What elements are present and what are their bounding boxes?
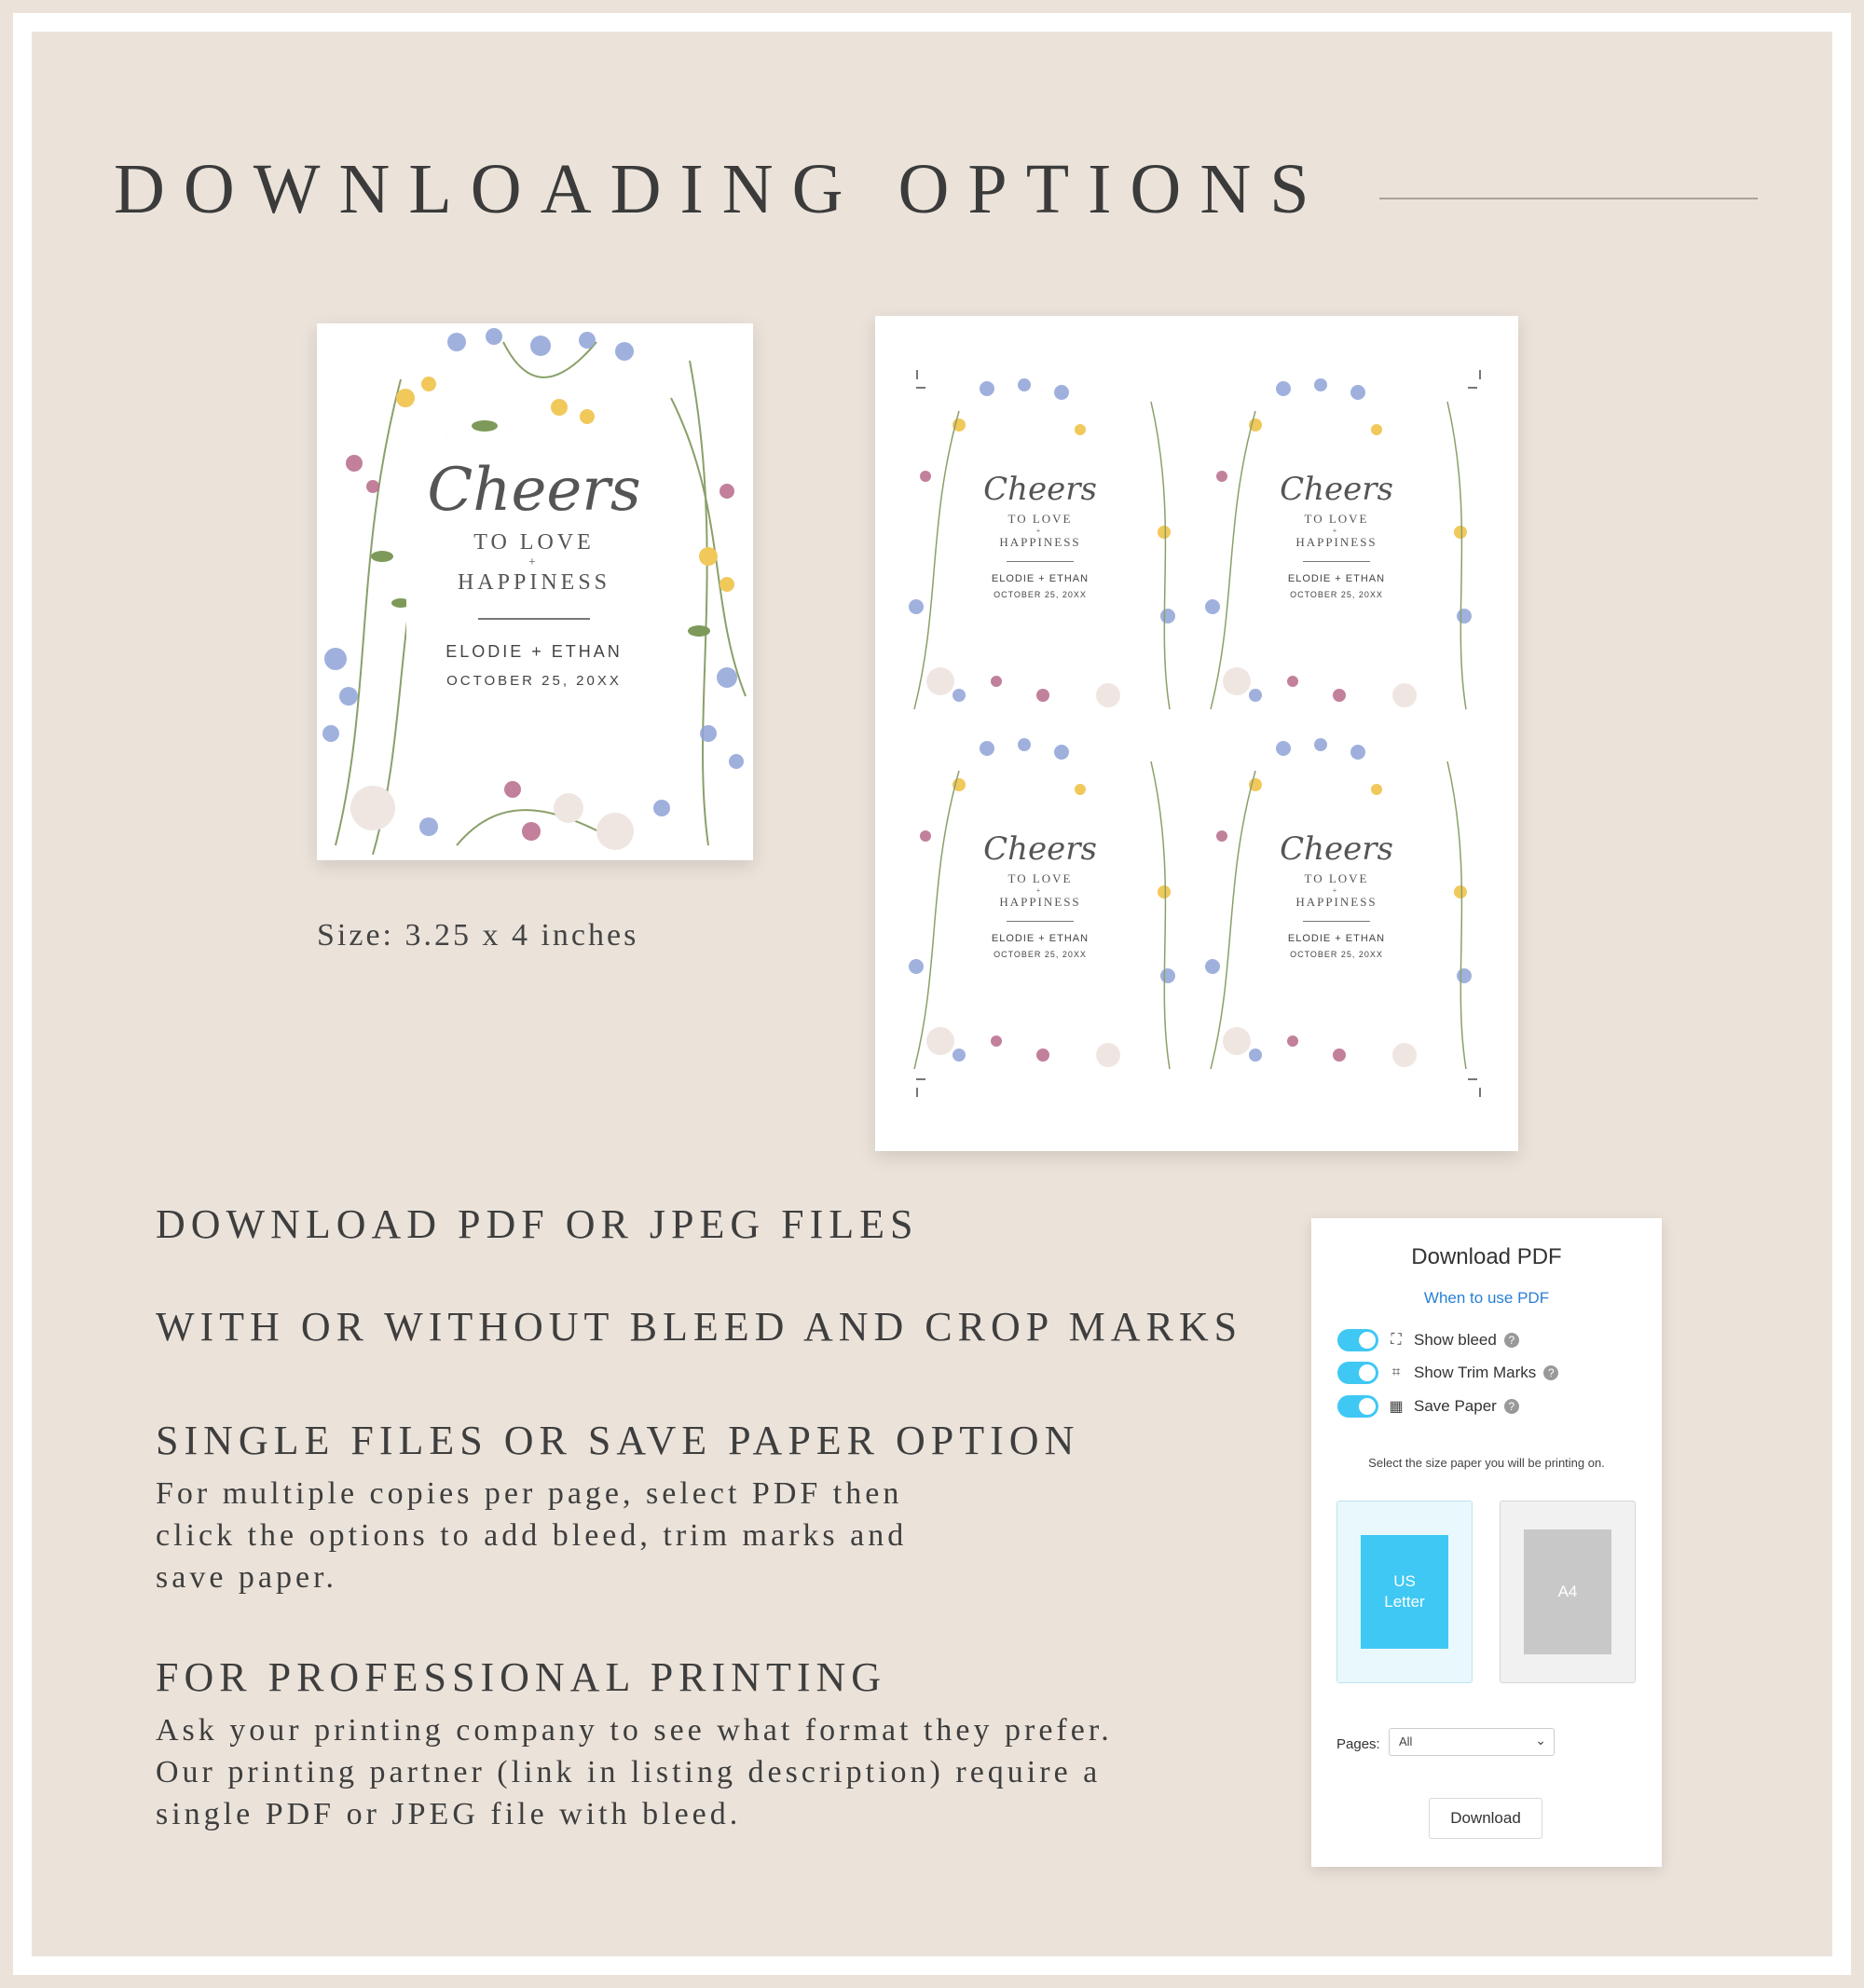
paper-option-a4[interactable]: [1500, 1501, 1636, 1683]
sheet-card: [1199, 374, 1477, 717]
pro-text: Ask your printing company to see what format they prefer. Our printing partner (link in listing description) require a single PDF or JPEG file with bleed.: [156, 1713, 1113, 1831]
us-letter-label: US Letter: [1361, 1535, 1448, 1649]
card-divider: [478, 618, 590, 620]
download-button[interactable]: Download: [1429, 1798, 1542, 1839]
card-happiness: HAPPINESS: [999, 535, 1081, 549]
grid-icon: ▦: [1389, 1399, 1404, 1415]
card-happiness: HAPPINESS: [457, 570, 611, 595]
paper-size-note: Select the size paper you will be printing on.: [1368, 1456, 1605, 1470]
option-show-trim-marks: [1337, 1361, 1558, 1385]
card-cheers: Cheers: [983, 830, 1097, 868]
paper-option-us-letter[interactable]: [1336, 1501, 1473, 1683]
show-trim-marks-label: Show Trim Marks: [1414, 1364, 1537, 1381]
save-paper-label: Save Paper: [1414, 1397, 1497, 1415]
panel-title: Download PDF: [1411, 1244, 1562, 1269]
crop-mark: [1468, 1078, 1477, 1080]
card-text-box: [970, 817, 1110, 1008]
a4-label: A4: [1524, 1529, 1611, 1654]
card-names: ELODIE + ETHAN: [1287, 573, 1386, 584]
chevron-down-icon: ⌄: [1535, 1733, 1546, 1748]
card-date: OCTOBER 25, 20XX: [994, 590, 1087, 599]
crop-mark: [916, 1088, 918, 1097]
card-date: OCTOBER 25, 20XX: [994, 950, 1087, 959]
card-happiness: HAPPINESS: [999, 895, 1081, 909]
size-label: Size: 3.25 x 4 inches: [317, 918, 639, 953]
save-paper-sheet-preview: [875, 316, 1518, 1151]
option-show-bleed: [1337, 1328, 1519, 1352]
pages-select[interactable]: [1389, 1728, 1555, 1756]
help-icon[interactable]: ?: [1504, 1333, 1519, 1348]
card-cheers: Cheers: [427, 456, 641, 525]
title-divider: [1379, 198, 1758, 199]
show-bleed-toggle[interactable]: [1337, 1329, 1378, 1351]
card-to-love: TO LOVE: [1007, 512, 1073, 526]
option-save-paper: [1337, 1394, 1519, 1419]
show-bleed-label: Show bleed: [1414, 1331, 1497, 1349]
single-heading: SINGLE FILES OR SAVE PAPER OPTION: [156, 1418, 1080, 1463]
bleed-heading: WITH OR WITHOUT BLEED AND CROP MARKS: [156, 1304, 1243, 1350]
card-date: OCTOBER 25, 20XX: [446, 673, 622, 689]
card-divider: [1303, 921, 1370, 922]
when-to-use-pdf-link[interactable]: When to use PDF: [1423, 1289, 1550, 1307]
card-plus: +: [1332, 527, 1341, 535]
card-happiness: HAPPINESS: [1295, 535, 1377, 549]
save-paper-toggle[interactable]: [1337, 1395, 1378, 1418]
card-cheers: Cheers: [1280, 471, 1393, 508]
card-divider: [1007, 921, 1074, 922]
show-trim-marks-toggle[interactable]: [1337, 1362, 1378, 1384]
single-text: For multiple copies per page, select PDF then click the options to add bleed, trim marks and save paper.: [156, 1476, 908, 1595]
page-title: DOWNLOADING OPTIONS: [114, 150, 1328, 228]
sheet-card: [903, 734, 1181, 1076]
card-date: OCTOBER 25, 20XX: [1290, 950, 1383, 959]
card-plus: +: [1332, 886, 1341, 895]
card-names: ELODIE + ETHAN: [445, 642, 623, 661]
card-names: ELODIE + ETHAN: [991, 573, 1090, 584]
card-divider: [1007, 561, 1074, 562]
card-to-love: TO LOVE: [1007, 871, 1073, 885]
card-plus: +: [528, 555, 540, 569]
help-icon[interactable]: ?: [1543, 1365, 1558, 1380]
card-names: ELODIE + ETHAN: [991, 933, 1090, 944]
card-text-box: [1267, 458, 1406, 649]
bleed-icon: ⛶: [1391, 1332, 1402, 1348]
crop-mark: [1479, 1088, 1481, 1097]
card-happiness: HAPPINESS: [1295, 895, 1377, 909]
card-date: OCTOBER 25, 20XX: [1290, 590, 1383, 599]
card-plus: +: [1035, 527, 1045, 535]
card-text-box: [1267, 817, 1406, 1008]
card-divider: [1303, 561, 1370, 562]
help-icon[interactable]: ?: [1504, 1399, 1519, 1414]
card-names: ELODIE + ETHAN: [1287, 933, 1386, 944]
card-to-love: TO LOVE: [1304, 871, 1369, 885]
card-text-box: [970, 458, 1110, 649]
crop-mark: [1479, 370, 1481, 379]
card-cheers: Cheers: [1280, 830, 1393, 868]
card-to-love: TO LOVE: [1304, 512, 1369, 526]
download-heading: DOWNLOAD PDF OR JPEG FILES: [156, 1201, 919, 1247]
card-to-love: TO LOVE: [473, 530, 595, 555]
pro-heading: FOR PROFESSIONAL PRINTING: [156, 1654, 887, 1700]
single-card-preview: [317, 323, 753, 860]
download-pdf-panel: [1311, 1218, 1662, 1867]
sheet-card: [903, 374, 1181, 717]
crop-mark: [916, 1078, 925, 1080]
trim-marks-icon: ⌗: [1391, 1364, 1401, 1380]
card-cheers: Cheers: [983, 471, 1097, 508]
card-text-box: [406, 435, 662, 754]
card-plus: +: [1035, 886, 1045, 895]
pages-select-value: All: [1399, 1734, 1413, 1748]
sheet-card: [1199, 734, 1477, 1076]
pages-label: Pages:: [1336, 1736, 1380, 1752]
